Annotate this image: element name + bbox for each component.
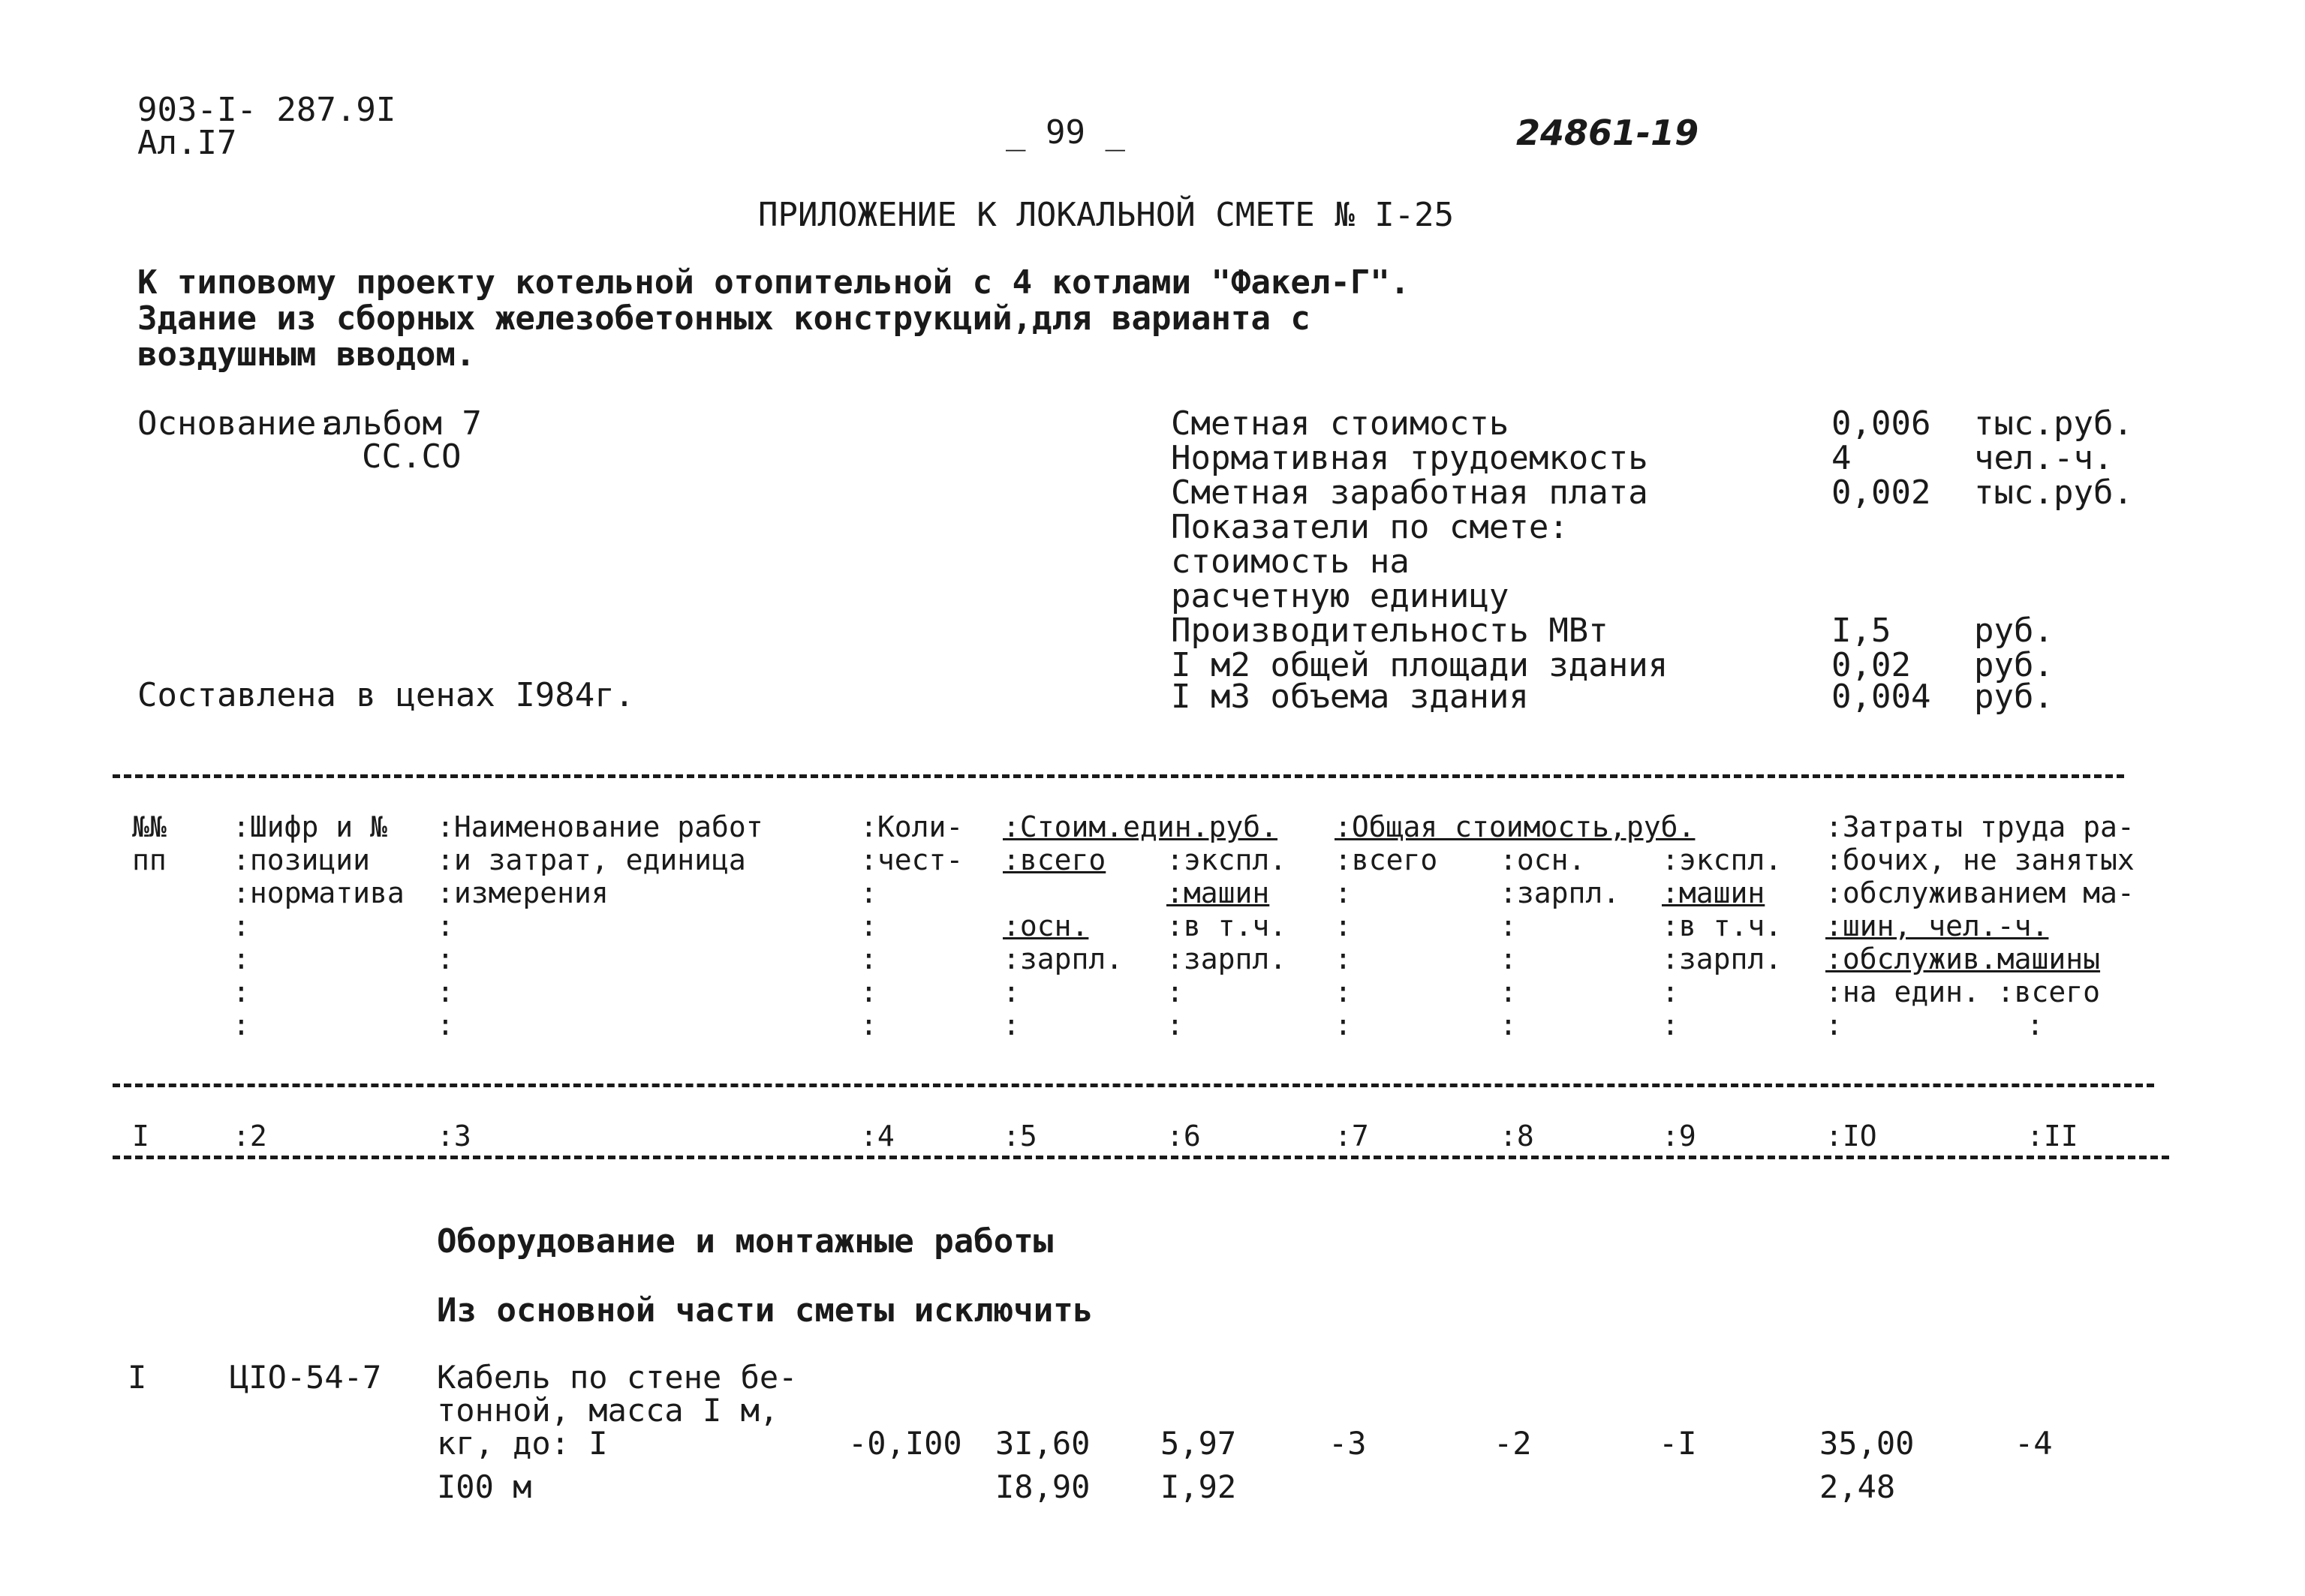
summary-unit: чел.-ч. bbox=[1974, 439, 2114, 477]
column-divider: : : : : bbox=[1500, 909, 1517, 1041]
row-name: Кабель по стене бе- bbox=[437, 1359, 798, 1396]
column-number: :4 bbox=[860, 1120, 895, 1153]
row-number: I bbox=[128, 1359, 147, 1396]
column-divider: : bbox=[2027, 1008, 2044, 1041]
summary-value: 0,002 bbox=[1831, 473, 1931, 512]
summary-label: Нормативная трудоемкость bbox=[1171, 439, 1648, 477]
row-code: ЦIО-54-7 bbox=[230, 1359, 382, 1396]
column-number: :6 bbox=[1166, 1120, 1201, 1153]
col-header-unit-mach: :экспл. bbox=[1166, 843, 1287, 876]
column-number: :7 bbox=[1335, 1120, 1369, 1153]
table-top-rule bbox=[113, 774, 2124, 778]
prices-note: Составлена в ценах I984г. bbox=[137, 676, 635, 714]
page-title: ПРИЛОЖЕНИЕ К ЛОКАЛЬНОЙ СМЕТЕ № I-25 bbox=[758, 196, 1455, 234]
summary-value: 0,02 bbox=[1831, 646, 1911, 684]
col-header-total-mach-salary: :зарпл. bbox=[1662, 942, 1783, 975]
col-header-total: :всего bbox=[1335, 843, 1438, 876]
summary-label: Показатели по смете: bbox=[1171, 508, 1569, 546]
column-divider: : : bbox=[1662, 975, 1679, 1041]
column-number: :II bbox=[2027, 1120, 2078, 1153]
row-total: -3 bbox=[1329, 1425, 1367, 1462]
description-line-2: Здание из сборных железобетонных конструкций,для варианта с bbox=[137, 299, 1310, 338]
col-header-num-2: пп bbox=[132, 843, 167, 876]
summary-label: стоимость на bbox=[1171, 543, 1410, 581]
row-labor-unit-mach: 2,48 bbox=[1819, 1468, 1896, 1505]
col-header-code: :Шифр и № bbox=[233, 810, 387, 843]
summary-label: I м2 общей площади здания bbox=[1171, 646, 1669, 684]
description-line-1: К типовому проекту котельной отопительной с 4 котлами "Факел-Г". bbox=[137, 263, 1410, 302]
col-header-name: :и затрат, единица bbox=[437, 843, 746, 876]
column-divider: : : : : bbox=[437, 909, 454, 1041]
col-header-name: :измерения bbox=[437, 876, 609, 909]
column-divider: : : : : bbox=[233, 909, 250, 1041]
summary-label: Производительность МВт bbox=[1171, 612, 1608, 650]
summary-unit: руб. bbox=[1974, 612, 2054, 650]
col-header-num-1: №№ bbox=[132, 810, 167, 843]
summary-value: 4 bbox=[1831, 439, 1852, 477]
row-total-salary: -2 bbox=[1494, 1425, 1532, 1462]
col-header-labor: :Затраты труда ра- bbox=[1825, 810, 2135, 843]
row-unit-salary: I8,90 bbox=[995, 1468, 1091, 1505]
col-header-labor: :бочих, не занятых bbox=[1825, 843, 2135, 876]
col-header-unit-mach: :машин bbox=[1166, 876, 1270, 909]
subsection-title: Из основной части сметы исключить bbox=[437, 1291, 1094, 1330]
summary-label: расчетную единицу bbox=[1171, 577, 1509, 615]
basis-line-2: СС.СО bbox=[362, 437, 462, 476]
col-header-unit-total: :всего bbox=[1003, 843, 1106, 876]
col-header-labor-unit-total: :на един. :всего bbox=[1825, 975, 2101, 1008]
col-header-unit-salary: :осн. bbox=[1003, 909, 1089, 942]
summary-unit: тыс.руб. bbox=[1974, 404, 2133, 443]
description-line-3: воздушным вводом. bbox=[137, 335, 476, 374]
basis-line-1: альбом 7 bbox=[323, 404, 482, 443]
basis-label: Основание: bbox=[137, 404, 336, 443]
row-unit-mach: 5,97 bbox=[1160, 1425, 1237, 1462]
column-number: :8 bbox=[1500, 1120, 1534, 1153]
summary-label: Сметная стоимость bbox=[1171, 404, 1509, 443]
row-total-mach: -I bbox=[1659, 1425, 1697, 1462]
col-header-qty: :чест- bbox=[860, 843, 964, 876]
table-header-rule bbox=[113, 1084, 2154, 1087]
col-header-labor-mach: :обслужив.машины bbox=[1825, 942, 2101, 975]
col-header-labor: :обслуживанием ма- bbox=[1825, 876, 2135, 909]
summary-value: 0,004 bbox=[1831, 678, 1931, 716]
column-number: :5 bbox=[1003, 1120, 1037, 1153]
summary-label: Сметная заработная плата bbox=[1171, 473, 1648, 512]
row-unit-mach-salary: I,92 bbox=[1160, 1468, 1237, 1505]
inventory-number: 24861-19 bbox=[1516, 113, 1699, 153]
col-header-total-mach: :машин bbox=[1662, 876, 1765, 909]
summary-unit: руб. bbox=[1974, 646, 2054, 684]
row-unit: I00 м bbox=[437, 1468, 532, 1505]
col-header-code: :позиции bbox=[233, 843, 371, 876]
summary-value: I,5 bbox=[1831, 612, 1891, 650]
col-header-unit-mach-salary: :в т.ч. bbox=[1166, 909, 1287, 942]
column-number: :3 bbox=[437, 1120, 471, 1153]
col-header-qty: :Коли- bbox=[860, 810, 964, 843]
col-header-unit-mach-salary: :зарпл. bbox=[1166, 942, 1287, 975]
column-divider: : bbox=[1825, 1008, 1843, 1041]
column-number: :2 bbox=[233, 1120, 267, 1153]
summary-value: 0,006 bbox=[1831, 404, 1931, 443]
col-header-total-mach: :экспл. bbox=[1662, 843, 1783, 876]
summary-unit: тыс.руб. bbox=[1974, 473, 2133, 512]
column-numbers-rule bbox=[113, 1156, 2169, 1159]
col-header-total-cost-group: :Общая стоимость,руб. bbox=[1335, 810, 1696, 843]
column-number: I bbox=[132, 1120, 149, 1153]
summary-unit: руб. bbox=[1974, 678, 2054, 716]
column-divider: : : : : : bbox=[1335, 876, 1352, 1041]
page-number: _ 99 _ bbox=[1006, 113, 1125, 152]
album-number: Ал.I7 bbox=[137, 124, 237, 162]
col-header-total-salary: :зарпл. bbox=[1500, 876, 1620, 909]
col-header-unit-cost-group: :Стоим.един.руб. bbox=[1003, 810, 1278, 843]
col-header-unit-salary: :зарпл. bbox=[1003, 942, 1124, 975]
row-labor-total: -4 bbox=[2015, 1425, 2053, 1462]
col-header-labor: :шин, чел.-ч. bbox=[1825, 909, 2049, 942]
col-header-code: :норматива bbox=[233, 876, 405, 909]
col-header-total-mach-salary: :в т.ч. bbox=[1662, 909, 1783, 942]
row-unit-total: 3I,60 bbox=[995, 1425, 1091, 1462]
column-divider: : : bbox=[1166, 975, 1184, 1041]
section-title: Оборудование и монтажные работы bbox=[437, 1222, 1054, 1261]
column-number: :9 bbox=[1662, 1120, 1696, 1153]
row-labor-unit: 35,00 bbox=[1819, 1425, 1915, 1462]
summary-label: I м3 объема здания bbox=[1171, 678, 1529, 716]
column-divider: : : : : : bbox=[860, 876, 877, 1041]
column-divider: : : bbox=[1003, 975, 1020, 1041]
column-number: :IO bbox=[1825, 1120, 1877, 1153]
doc-code: 903-I- 287.9I bbox=[137, 91, 396, 129]
col-header-name: :Наименование работ bbox=[437, 810, 763, 843]
col-header-total-salary: :осн. bbox=[1500, 843, 1586, 876]
row-name: кг, до: I bbox=[437, 1425, 608, 1462]
row-qty: -0,I00 bbox=[848, 1425, 962, 1462]
row-name: тонной, масса I м, bbox=[437, 1392, 779, 1429]
